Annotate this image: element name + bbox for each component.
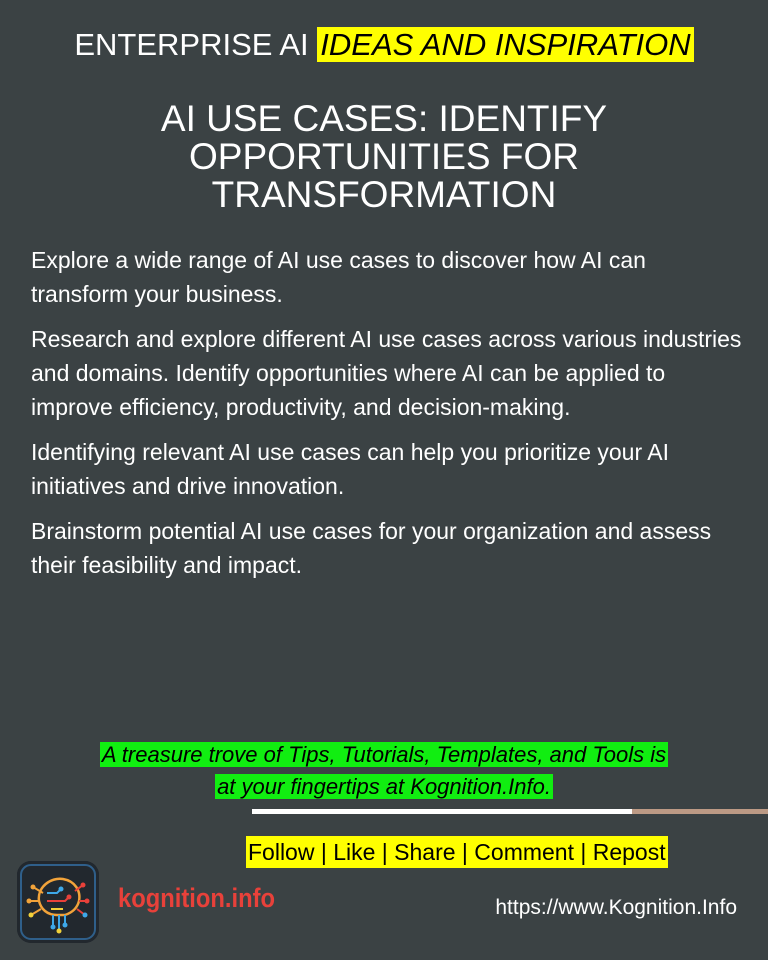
page-title xyxy=(60,100,708,214)
paragraph: Explore a wide range of AI use cases to discover how AI can transform your business. xyxy=(31,247,646,307)
body-text xyxy=(31,243,747,593)
header xyxy=(0,24,768,66)
title-line-2: OPPORTUNITIES FOR xyxy=(189,136,579,177)
header-brand: ENTERPRISE AI xyxy=(74,27,309,62)
promo-banner xyxy=(40,739,728,803)
logo-wordmark: kognition.info xyxy=(118,883,276,913)
divider-white-segment xyxy=(252,809,632,814)
divider xyxy=(252,809,768,814)
header-tag: IDEAS AND INSPIRATION xyxy=(317,27,693,62)
circuit-brain-icon xyxy=(17,861,99,943)
promo-line-1: A treasure trove of Tips, Tutorials, Templates, and Tools is xyxy=(101,742,667,767)
paragraph: Identifying relevant AI use cases can help you prioritize your AI initiatives and drive innovation. xyxy=(31,439,669,499)
social-actions: Follow | Like | Share | Comment | Repost xyxy=(246,836,668,868)
paragraph: Brainstorm potential AI use cases for your organization and assess their feasibility and impact. xyxy=(31,518,712,578)
paragraph: Research and explore different AI use cases across various industries and domains. Identify opportunities where AI can be applied to improve efficiency, productivity, and decision-making. xyxy=(31,326,742,420)
website-url[interactable]: https://www.Kognition.Info xyxy=(495,896,737,919)
divider-tan-segment xyxy=(632,809,768,814)
title-line-3: TRANSFORMATION xyxy=(211,174,557,215)
promo-line-2: at your fingertips at Kognition.Info. xyxy=(217,774,551,799)
title-line-1: AI USE CASES: IDENTIFY xyxy=(160,98,608,139)
